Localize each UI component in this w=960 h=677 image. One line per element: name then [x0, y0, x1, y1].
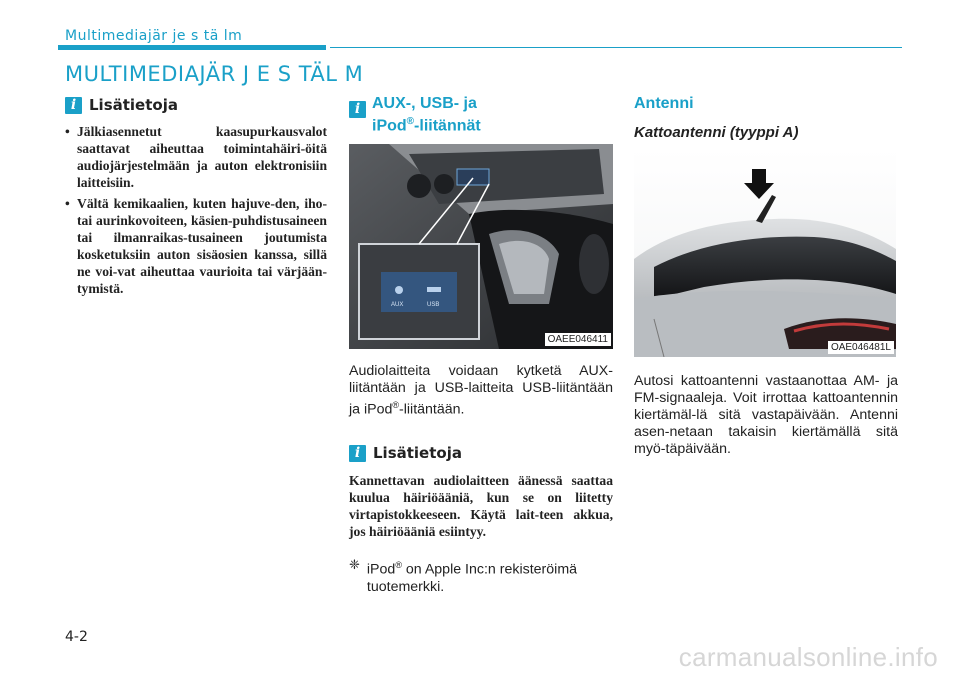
header-rule-thick: [58, 45, 326, 50]
aux-heading: [349, 95, 613, 135]
column-right: [634, 95, 898, 458]
image-code: OAE046481L: [828, 341, 894, 354]
column-left: [65, 95, 327, 301]
aux-heading-line1: AUX-, USB- ja: [372, 95, 477, 112]
car-roof-illustration: [634, 149, 896, 357]
trademark-note: [349, 557, 613, 596]
info-title: Lisätietoja: [89, 96, 178, 114]
info-icon: i: [349, 101, 366, 118]
svg-text:USB: USB: [427, 302, 440, 309]
section-header: Multimediajär je s tä lm: [65, 28, 243, 44]
info-text: Kannettavan audiolaitteen äänessä saattaa kuulua häiriöääniä, kun se on liitetty virtapistokkeeseen. Käytä lait-teen akkua, jos häiriöääniä esiintyy.: [349, 473, 613, 540]
header-rule-thin: [330, 47, 902, 48]
antenna-heading: Antenni: [634, 95, 694, 112]
page-number: 4-2: [65, 629, 88, 645]
info-heading: [349, 443, 613, 463]
page-title: MULTIMEDIAJÄR J E S TÄL M: [65, 62, 364, 86]
aux-heading-text: [372, 95, 481, 135]
watermark: carmanualsonline.info: [678, 642, 938, 672]
list-item: • Jälkiasennetut kaasupurkausvalot saattavat aiheuttaa toimintahäiri-öitä audiojärjestelmään ja auton elektronisiin laitteisiin.: [65, 123, 327, 191]
antenna-subheading: Kattoantenni (tyyppi A): [634, 124, 799, 141]
console-illustration: [349, 144, 613, 349]
list-item: • Vältä kemikaalien, kuten hajuve-den, iho- tai aurinkovoiteen, käsien-puhdistusaineen tai ilmanraikas-tusaineen joutumista kosketuksiin auton sisäosien kanssa, sillä ne voi-vat aiheuttaa vaurioita tai värjään-tymistä.: [65, 195, 327, 297]
roof-antenna-photo: [634, 149, 896, 357]
info-icon: i: [65, 97, 82, 114]
info-heading: [65, 95, 327, 115]
svg-text:AUX: AUX: [391, 302, 404, 309]
antenna-body-text: Autosi kattoantenni vastaanottaa AM- ja FM-signaaleja. Voit irrottaa kattoantennin kiertämäl-lä sitä vastapäivään. Antenni asen-netaan takaisin kiertämällä sitä myö-täpäivään.: [634, 373, 898, 457]
aux-body-text: Audiolaitteita voidaan kytketä AUX-liitäntään ja USB-laitteita USB-liitäntään ja iPod®-liitäntään.: [349, 363, 613, 419]
image-code: OAEE046411: [545, 333, 611, 346]
column-middle: [349, 95, 613, 596]
info-title: Lisätietoja: [373, 444, 462, 463]
console-photo: [349, 144, 613, 349]
aux-heading-line2: iPod®-liitännät: [372, 116, 481, 135]
note-text: iPod® on Apple Inc:n rekisteröimä tuotemerkki.: [366, 560, 578, 595]
bullet-list: [65, 123, 327, 297]
info-icon: i: [349, 445, 366, 462]
note-mark-icon: ❈: [349, 558, 360, 574]
